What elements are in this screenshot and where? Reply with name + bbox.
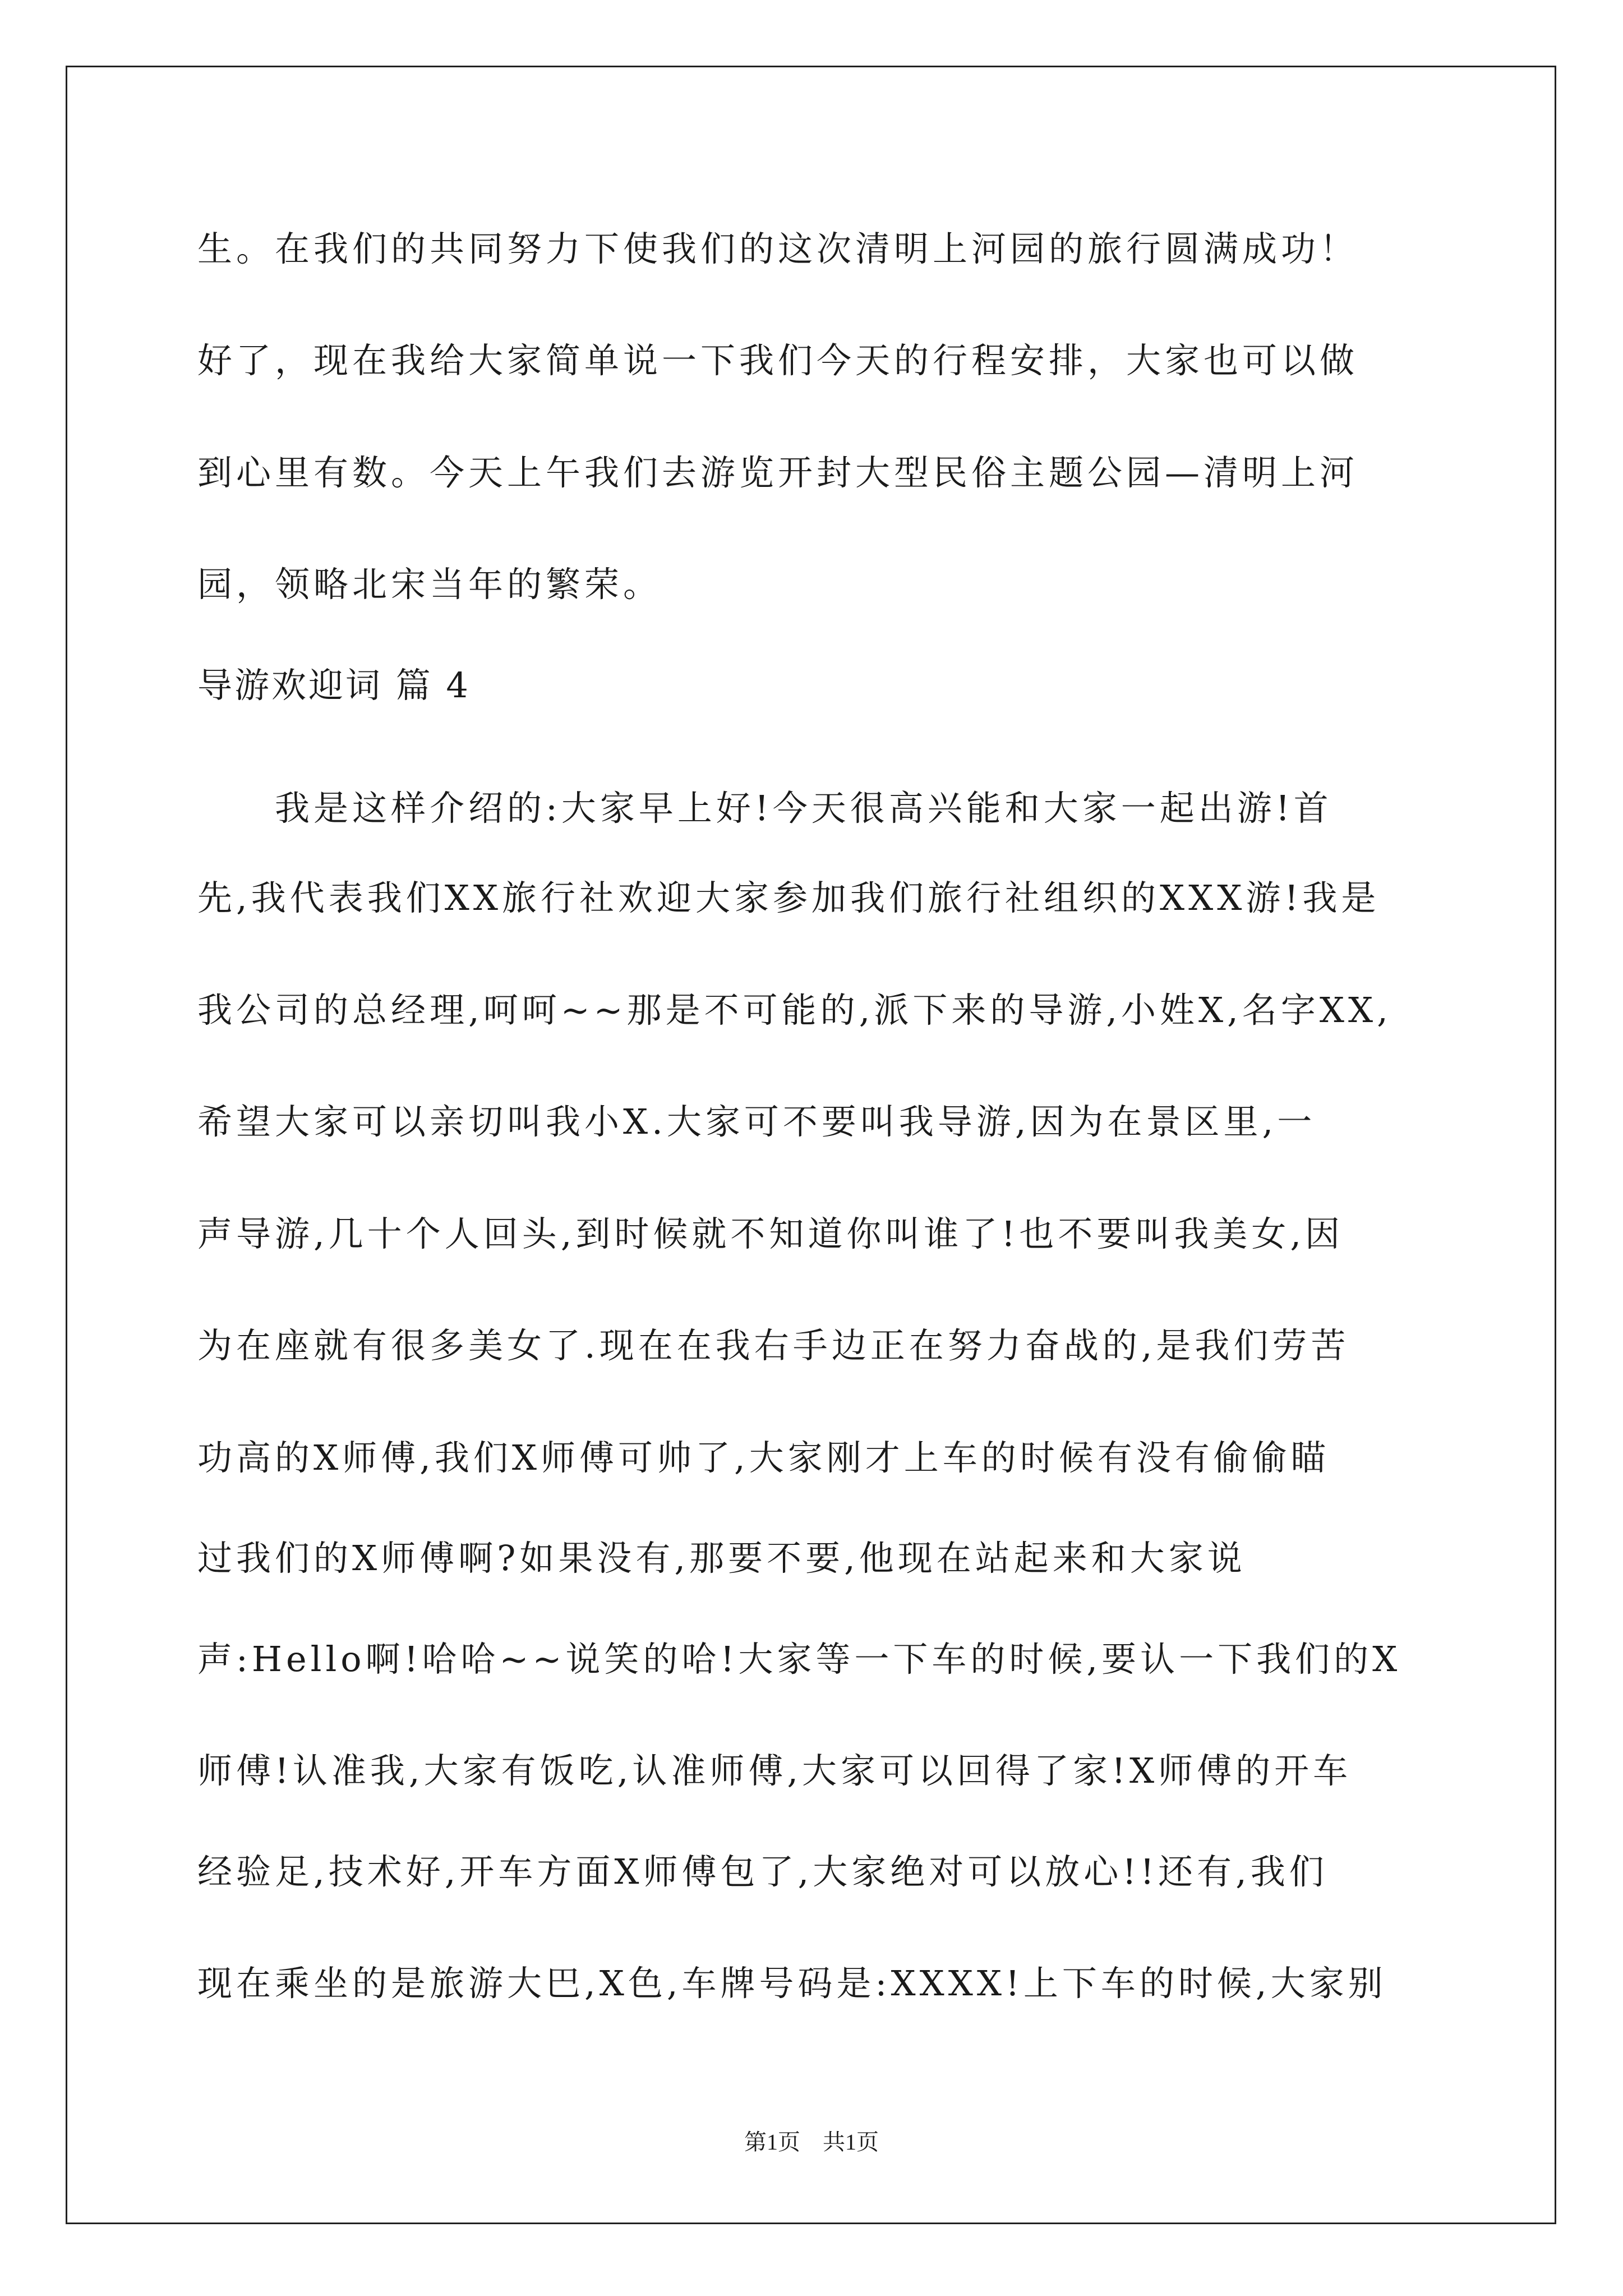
text-line: 过我们的X师傅啊?如果没有,那要不要,他现在站起来和大家说 — [197, 1538, 1246, 1579]
text-line: 生。在我们的共同努力下使我们的这次清明上河园的旅行圆满成功！ — [197, 228, 1359, 269]
text-line: 到心里有数。今天上午我们去游览开封大型民俗主题公园—清明上河 — [197, 452, 1359, 493]
page-border — [66, 66, 1556, 2224]
text-line: 希望大家可以亲切叫我小X.大家可不要叫我导游,因为在景区里,一 — [197, 1101, 1316, 1142]
text-line: 为在座就有很多美女了.现在在我右手边正在努力奋战的,是我们劳苦 — [197, 1325, 1350, 1366]
text-line: 师傅!认准我,大家有饭吃,认准师傅,大家可以回得了家!X师傅的开车 — [197, 1750, 1352, 1791]
text-line: 我公司的总经理,呵呵~~那是不可能的,派下来的导游,小姓X,名字XX, — [197, 990, 1392, 1030]
text-line: 功高的X师傅,我们X师傅可帅了,大家刚才上车的时候有没有偷偷瞄 — [197, 1437, 1330, 1478]
text-line: 先,我代表我们XX旅行社欢迎大家参加我们旅行社组织的XXX游!我是 — [197, 877, 1380, 918]
text-line: 声导游,几十个人回头,到时候就不知道你叫谁了!也不要叫我美女,因 — [197, 1213, 1344, 1254]
text-line: 声:Hello啊!哈哈~~说笑的哈!大家等一下车的时候,要认一下我们的X — [197, 1639, 1401, 1680]
text-line: 现在乘坐的是旅游大巴,X色,车牌号码是:XXXX!上下车的时候,大家别 — [197, 1963, 1387, 2004]
text-line: 我是这样介绍的:大家早上好!今天很高兴能和大家一起出游!首 — [197, 788, 1332, 829]
text-line: 园，领略北宋当年的繁荣。 — [197, 564, 662, 605]
text-line: 好了，现在我给大家简单说一下我们今天的行程安排，大家也可以做 — [197, 340, 1359, 381]
text-line: 经验足,技术好,开车方面X师傅包了,大家绝对可以放心!!还有,我们 — [197, 1851, 1328, 1892]
section-heading: 导游欢迎词 篇 4 — [197, 665, 471, 706]
page-number: 第1页 共1页 — [744, 2129, 879, 2155]
